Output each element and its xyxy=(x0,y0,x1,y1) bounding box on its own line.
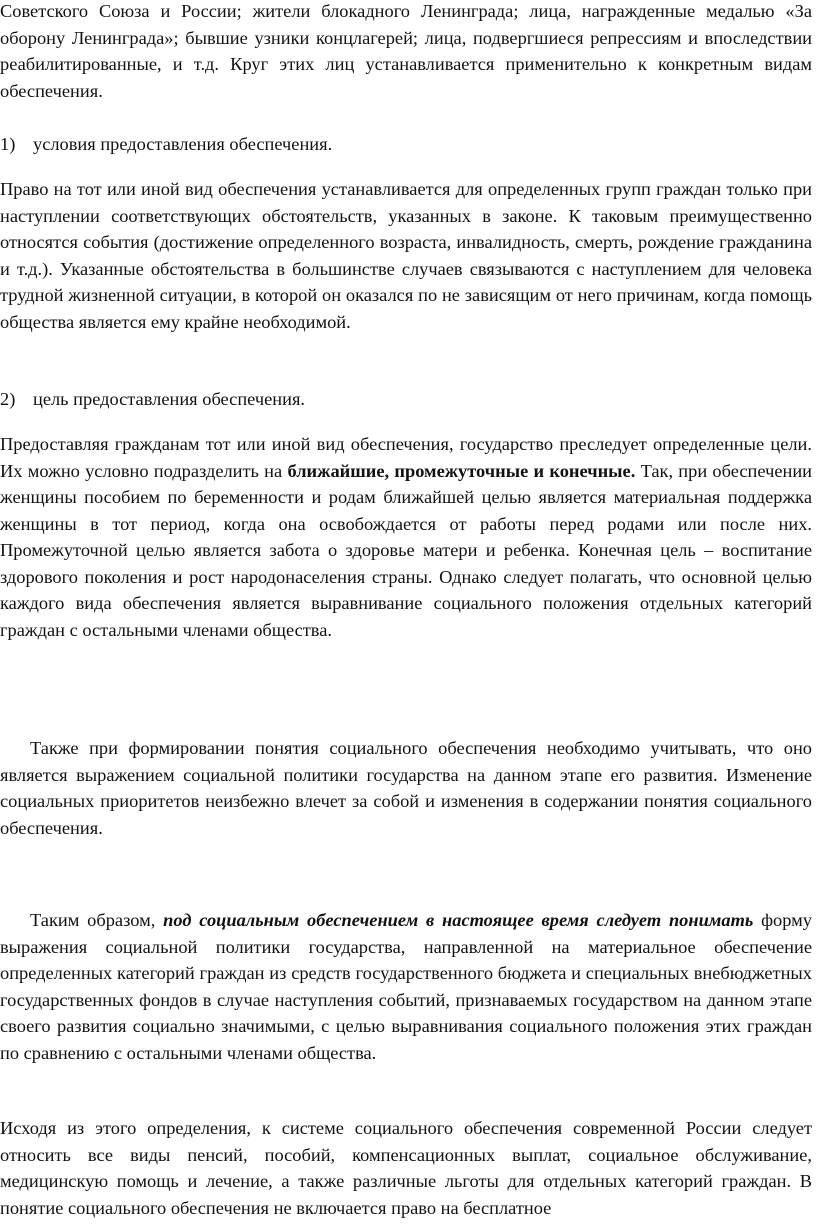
list-item-conditions xyxy=(0,131,800,158)
list-item-purpose xyxy=(0,386,800,413)
paragraph-text: Предоставляя гражданам тот или иной вид обеспечения, государство преследует определенные цели. Их можно условно подразделить на xyxy=(0,434,812,481)
paragraph-system-scope: Исходя из этого определения, к системе социального обеспечения современной России следует относить все виды пенсий, пособий, компенсационных выплат, социальное обслуживание, медицинскую помощь и лечение, а также различные льготы для отдельных категорий граждан. В понятие социального обеспечения не включается право на бесплатное xyxy=(0,1118,812,1218)
paragraph-purpose xyxy=(0,431,812,643)
paragraph-text: Таким образом, xyxy=(30,910,164,930)
paragraph-social-policy: Также при формировании понятия социального обеспечения необходимо учитывать, что оно является выражением социальной политики государства на данном этапе его развития. Изменение социальных приоритетов неизбежно влечет за собой и изменения в содержании понятия социального обеспечения. xyxy=(0,738,812,838)
list-number: 1) xyxy=(0,134,16,154)
highlighted-definition: под социальным обеспечением в настоящее время следует понимать xyxy=(163,910,754,930)
paragraph-text: Так, при обеспечении женщины пособием по беременности и родам ближайшей целью является материальная поддержка женщины в тот период, когда она освобождается от работы перед родами или после них. Промежуточной целью является забота о здоровье матери и ребенка. Конечная цель – воспитание здорового поколения и рост народонаселения страны. Однако следует полагать, что основной целью каждого вида обеспечения является выравнивание социального положения отдельных категорий граждан с остальными членами общества. xyxy=(0,460,813,640)
list-number: 2) xyxy=(0,389,16,409)
paragraph-eligible-persons: Советского Союза и России; жители блокадного Ленинграда; лица, награжденные медалью «За оборону Ленинграда»; бывшие узники концлагерей; лица, подвергшиеся репрессиям и впоследствии реабилитированные, и т.д. Круг этих лиц устанавливается применительно к конкретным видам обеспечения. xyxy=(0,1,812,101)
paragraph-text: форму выражения социальной политики государства, направленной на материальное обеспечение определенных категорий граждан из средств государственного бюджета и специальных внебюджетных государственных фондов в случае наступления событий, признаваемых государством на данном этапе своего развития социально значимыми, с целью выравнивания социального положения этих граждан по сравнению с остальными членами общества. xyxy=(0,910,812,1063)
list-item-label: условия предоставления обеспечения. xyxy=(33,134,333,154)
highlighted-term: ближайшие, промежуточные и конечные. xyxy=(287,460,636,481)
paragraph-conditions: Право на тот или иной вид обеспечения устанавливается для определенных групп граждан только при наступлении соответствующих обстоятельств, указанных в законе. К таковым преимущественно относятся события (достижение определенного возраста, инвалидность, смерть, рождение гражданина и т.д.). Указанные обстоятельства в большинстве случаев связываются с наступлением для человека трудной жизненной ситуации, в которой он оказался по не зависящим от него причинам, когда помощь общества является ему крайне необходимой. xyxy=(0,179,812,332)
paragraph-definition xyxy=(0,907,812,1066)
list-item-label: цель предоставления обеспечения. xyxy=(33,389,306,409)
